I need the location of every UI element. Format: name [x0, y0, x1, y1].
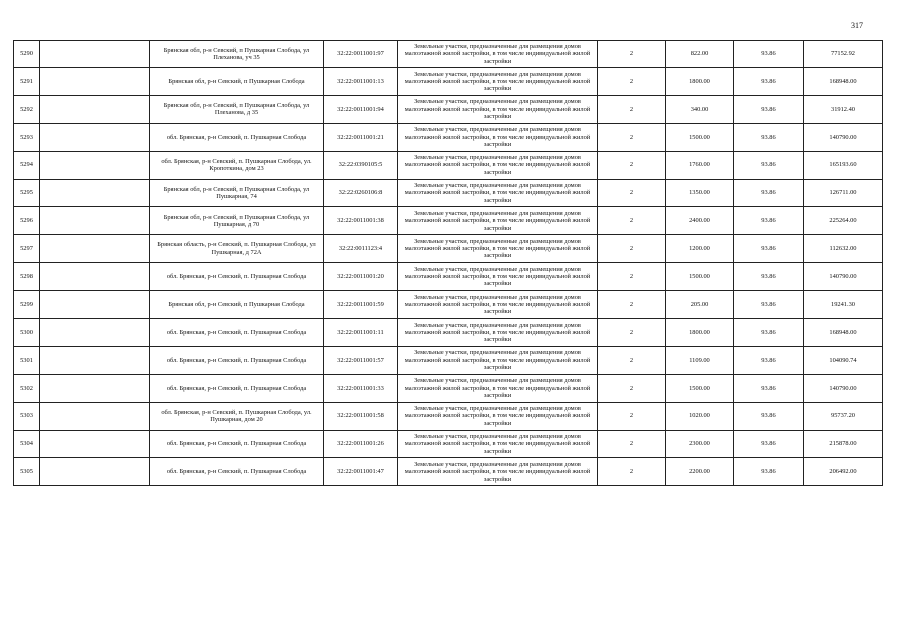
- cadastral-value-cell: 104090.74: [804, 346, 883, 374]
- address-cell: Брянская обл, р-н Севский, п Пушкарная Слобода, ул Пушкарная, 74: [150, 179, 324, 207]
- row-number-cell: 5301: [14, 346, 40, 374]
- row-number-cell: 5297: [14, 235, 40, 263]
- cadastral-value-cell: 165193.60: [804, 151, 883, 179]
- cadastral-number-cell: 32:22:0011001:47: [324, 458, 398, 486]
- address-cell: Брянская обл, р-н Севский, п Пушкарная Слобода, ул Плеханова, уч 35: [150, 41, 324, 68]
- cadastral-number-cell: 32:22:0011001:58: [324, 402, 398, 430]
- address-cell: Брянская обл, р-н Севский, п Пушкарная Слобода, ул Плеханова, д 35: [150, 95, 324, 123]
- cadastral-number-cell: 32:22:0260106:8: [324, 179, 398, 207]
- row-number-cell: 5302: [14, 374, 40, 402]
- cadastral-number-cell: 32:22:0011001:38: [324, 207, 398, 235]
- table-row: [14, 374, 883, 402]
- row-number-cell: 5304: [14, 430, 40, 458]
- cadastral-number-cell: 32:22:0011001:94: [324, 95, 398, 123]
- blank-cell: [40, 179, 150, 207]
- address-cell: Брянская область, р-н Севский, п. Пушкарная Слобода, ул Пушкарная, д 72А: [150, 235, 324, 263]
- cadastral-number-cell: 32:22:0011001:11: [324, 319, 398, 347]
- specific-value-cell: 93.86: [734, 374, 804, 402]
- specific-value-cell: 93.86: [734, 95, 804, 123]
- blank-cell: [40, 235, 150, 263]
- area-cell: 1350.00: [666, 179, 734, 207]
- cadastral-number-cell: 32:22:0011001:13: [324, 68, 398, 96]
- area-cell: 1800.00: [666, 68, 734, 96]
- blank-cell: [40, 319, 150, 347]
- group-number-cell: 2: [598, 123, 666, 151]
- group-number-cell: 2: [598, 151, 666, 179]
- blank-cell: [40, 374, 150, 402]
- specific-value-cell: 93.86: [734, 151, 804, 179]
- group-number-cell: 2: [598, 263, 666, 291]
- table-row: [14, 263, 883, 291]
- cadastral-number-cell: 32:22:0011001:21: [324, 123, 398, 151]
- address-cell: обл. Брянская, р-н Севский, п. Пушкарная Слобода: [150, 123, 324, 151]
- row-number-cell: 5294: [14, 151, 40, 179]
- cadastral-value-cell: 77152.92: [804, 41, 883, 68]
- blank-cell: [40, 95, 150, 123]
- cadastral-number-cell: 32:22:0011001:59: [324, 291, 398, 319]
- blank-cell: [40, 402, 150, 430]
- address-cell: Брянская обл, р-н Севский, п Пушкарная Слобода, ул Пушкарная, д 70: [150, 207, 324, 235]
- table-row: [14, 402, 883, 430]
- land-purpose-cell: Земельные участки, предназначенные для размещения домов малоэтажной жилой застройки, в том числе индивидуальной жилой застройки: [398, 458, 598, 486]
- blank-cell: [40, 291, 150, 319]
- specific-value-cell: 93.86: [734, 123, 804, 151]
- address-cell: обл. Брянская, р-н Севский, п. Пушкарная Слобода: [150, 346, 324, 374]
- land-purpose-cell: Земельные участки, предназначенные для размещения домов малоэтажной жилой застройки, в том числе индивидуальной жилой застройки: [398, 235, 598, 263]
- cadastral-value-cell: 206492.00: [804, 458, 883, 486]
- specific-value-cell: 93.86: [734, 179, 804, 207]
- area-cell: 2300.00: [666, 430, 734, 458]
- area-cell: 2200.00: [666, 458, 734, 486]
- table-row: [14, 68, 883, 96]
- area-cell: 1109.00: [666, 346, 734, 374]
- area-cell: 1200.00: [666, 235, 734, 263]
- cadastral-value-cell: 215878.00: [804, 430, 883, 458]
- address-cell: Брянская обл, р-н Севский, п Пушкарная Слобода: [150, 291, 324, 319]
- row-number-cell: 5296: [14, 207, 40, 235]
- group-number-cell: 2: [598, 235, 666, 263]
- area-cell: 1500.00: [666, 123, 734, 151]
- address-cell: обл. Брянская, р-н Севский, п. Пушкарная Слобода: [150, 263, 324, 291]
- specific-value-cell: 93.86: [734, 346, 804, 374]
- address-cell: обл. Брянская, р-н Севский, п. Пушкарная Слобода, ул. Кропоткина, дом 23: [150, 151, 324, 179]
- cadastral-value-cell: 140790.00: [804, 123, 883, 151]
- specific-value-cell: 93.86: [734, 207, 804, 235]
- page-number: 317: [851, 21, 863, 30]
- row-number-cell: 5292: [14, 95, 40, 123]
- land-purpose-cell: Земельные участки, предназначенные для размещения домов малоэтажной жилой застройки, в том числе индивидуальной жилой застройки: [398, 207, 598, 235]
- table-row: [14, 430, 883, 458]
- group-number-cell: 2: [598, 374, 666, 402]
- blank-cell: [40, 430, 150, 458]
- table-row: [14, 458, 883, 486]
- land-purpose-cell: Земельные участки, предназначенные для размещения домов малоэтажной жилой застройки, в том числе индивидуальной жилой застройки: [398, 402, 598, 430]
- area-cell: 205.00: [666, 291, 734, 319]
- cadastral-value-cell: 168948.00: [804, 319, 883, 347]
- group-number-cell: 2: [598, 95, 666, 123]
- cadastral-number-cell: 32:22:0011001:20: [324, 263, 398, 291]
- cadastral-value-cell: 168948.00: [804, 68, 883, 96]
- address-cell: обл. Брянская, р-н Севский, п. Пушкарная Слобода: [150, 430, 324, 458]
- address-cell: обл. Брянская, р-н Севский, п. Пушкарная Слобода, ул. Пушкарная, дом 20: [150, 402, 324, 430]
- specific-value-cell: 93.86: [734, 402, 804, 430]
- row-number-cell: 5293: [14, 123, 40, 151]
- group-number-cell: 2: [598, 41, 666, 68]
- cadastral-number-cell: 32:22:0011001:57: [324, 346, 398, 374]
- cadastral-value-cell: 225264.00: [804, 207, 883, 235]
- table-row: [14, 319, 883, 347]
- specific-value-cell: 93.86: [734, 319, 804, 347]
- specific-value-cell: 93.86: [734, 41, 804, 68]
- area-cell: 1020.00: [666, 402, 734, 430]
- row-number-cell: 5305: [14, 458, 40, 486]
- land-purpose-cell: Земельные участки, предназначенные для размещения домов малоэтажной жилой застройки, в том числе индивидуальной жилой застройки: [398, 430, 598, 458]
- row-number-cell: 5300: [14, 319, 40, 347]
- specific-value-cell: 93.86: [734, 291, 804, 319]
- cadastral-value-cell: 126711.00: [804, 179, 883, 207]
- cadastral-value-cell: 112632.00: [804, 235, 883, 263]
- table-row: [14, 95, 883, 123]
- cadastral-value-cell: 19241.30: [804, 291, 883, 319]
- land-purpose-cell: Земельные участки, предназначенные для размещения домов малоэтажной жилой застройки, в том числе индивидуальной жилой застройки: [398, 374, 598, 402]
- group-number-cell: 2: [598, 430, 666, 458]
- table-row: [14, 235, 883, 263]
- land-purpose-cell: Земельные участки, предназначенные для размещения домов малоэтажной жилой застройки, в том числе индивидуальной жилой застройки: [398, 179, 598, 207]
- area-cell: 1500.00: [666, 374, 734, 402]
- address-cell: Брянская обл, р-н Севский, п Пушкарная Слобода: [150, 68, 324, 96]
- group-number-cell: 2: [598, 458, 666, 486]
- land-purpose-cell: Земельные участки, предназначенные для размещения домов малоэтажной жилой застройки, в том числе индивидуальной жилой застройки: [398, 319, 598, 347]
- blank-cell: [40, 68, 150, 96]
- land-purpose-cell: Земельные участки, предназначенные для размещения домов малоэтажной жилой застройки, в том числе индивидуальной жилой застройки: [398, 41, 598, 68]
- area-cell: 2400.00: [666, 207, 734, 235]
- address-cell: обл. Брянская, р-н Севский, п. Пушкарная Слобода: [150, 319, 324, 347]
- cadastral-value-cell: 140790.00: [804, 263, 883, 291]
- area-cell: 1800.00: [666, 319, 734, 347]
- specific-value-cell: 93.86: [734, 430, 804, 458]
- blank-cell: [40, 207, 150, 235]
- cadastral-number-cell: 32:22:0390105:5: [324, 151, 398, 179]
- row-number-cell: 5295: [14, 179, 40, 207]
- group-number-cell: 2: [598, 68, 666, 96]
- cadastral-number-cell: 32:22:0011001:33: [324, 374, 398, 402]
- cadastral-value-cell: 95737.20: [804, 402, 883, 430]
- land-purpose-cell: Земельные участки, предназначенные для размещения домов малоэтажной жилой застройки, в том числе индивидуальной жилой застройки: [398, 95, 598, 123]
- cadastral-value-table: [13, 40, 883, 486]
- row-number-cell: 5299: [14, 291, 40, 319]
- table-row: [14, 346, 883, 374]
- blank-cell: [40, 346, 150, 374]
- land-purpose-cell: Земельные участки, предназначенные для размещения домов малоэтажной жилой застройки, в том числе индивидуальной жилой застройки: [398, 291, 598, 319]
- land-purpose-cell: Земельные участки, предназначенные для размещения домов малоэтажной жилой застройки, в том числе индивидуальной жилой застройки: [398, 346, 598, 374]
- blank-cell: [40, 123, 150, 151]
- specific-value-cell: 93.86: [734, 68, 804, 96]
- cadastral-value-cell: 31912.40: [804, 95, 883, 123]
- specific-value-cell: 93.86: [734, 458, 804, 486]
- table-row: [14, 207, 883, 235]
- area-cell: 822.00: [666, 41, 734, 68]
- specific-value-cell: 93.86: [734, 263, 804, 291]
- land-purpose-cell: Земельные участки, предназначенные для размещения домов малоэтажной жилой застройки, в том числе индивидуальной жилой застройки: [398, 68, 598, 96]
- area-cell: 1500.00: [666, 263, 734, 291]
- specific-value-cell: 93.86: [734, 235, 804, 263]
- group-number-cell: 2: [598, 179, 666, 207]
- row-number-cell: 5303: [14, 402, 40, 430]
- table-body: [14, 41, 883, 486]
- area-cell: 340.00: [666, 95, 734, 123]
- blank-cell: [40, 41, 150, 68]
- blank-cell: [40, 151, 150, 179]
- group-number-cell: 2: [598, 291, 666, 319]
- address-cell: обл. Брянская, р-н Севский, п. Пушкарная Слобода: [150, 458, 324, 486]
- cadastral-value-cell: 140790.00: [804, 374, 883, 402]
- row-number-cell: 5291: [14, 68, 40, 96]
- area-cell: 1760.00: [666, 151, 734, 179]
- blank-cell: [40, 263, 150, 291]
- row-number-cell: 5290: [14, 41, 40, 68]
- land-purpose-cell: Земельные участки, предназначенные для размещения домов малоэтажной жилой застройки, в том числе индивидуальной жилой застройки: [398, 263, 598, 291]
- table-row: [14, 41, 883, 68]
- address-cell: обл. Брянская, р-н Севский, п. Пушкарная Слобода: [150, 374, 324, 402]
- group-number-cell: 2: [598, 207, 666, 235]
- blank-cell: [40, 458, 150, 486]
- table-row: [14, 151, 883, 179]
- table-row: [14, 179, 883, 207]
- land-purpose-cell: Земельные участки, предназначенные для размещения домов малоэтажной жилой застройки, в том числе индивидуальной жилой застройки: [398, 151, 598, 179]
- land-purpose-cell: Земельные участки, предназначенные для размещения домов малоэтажной жилой застройки, в том числе индивидуальной жилой застройки: [398, 123, 598, 151]
- group-number-cell: 2: [598, 319, 666, 347]
- row-number-cell: 5298: [14, 263, 40, 291]
- table-row: [14, 123, 883, 151]
- table-row: [14, 291, 883, 319]
- group-number-cell: 2: [598, 402, 666, 430]
- cadastral-number-cell: 32:22:0011123:4: [324, 235, 398, 263]
- cadastral-number-cell: 32:22:0011001:26: [324, 430, 398, 458]
- group-number-cell: 2: [598, 346, 666, 374]
- cadastral-number-cell: 32:22:0011001:97: [324, 41, 398, 68]
